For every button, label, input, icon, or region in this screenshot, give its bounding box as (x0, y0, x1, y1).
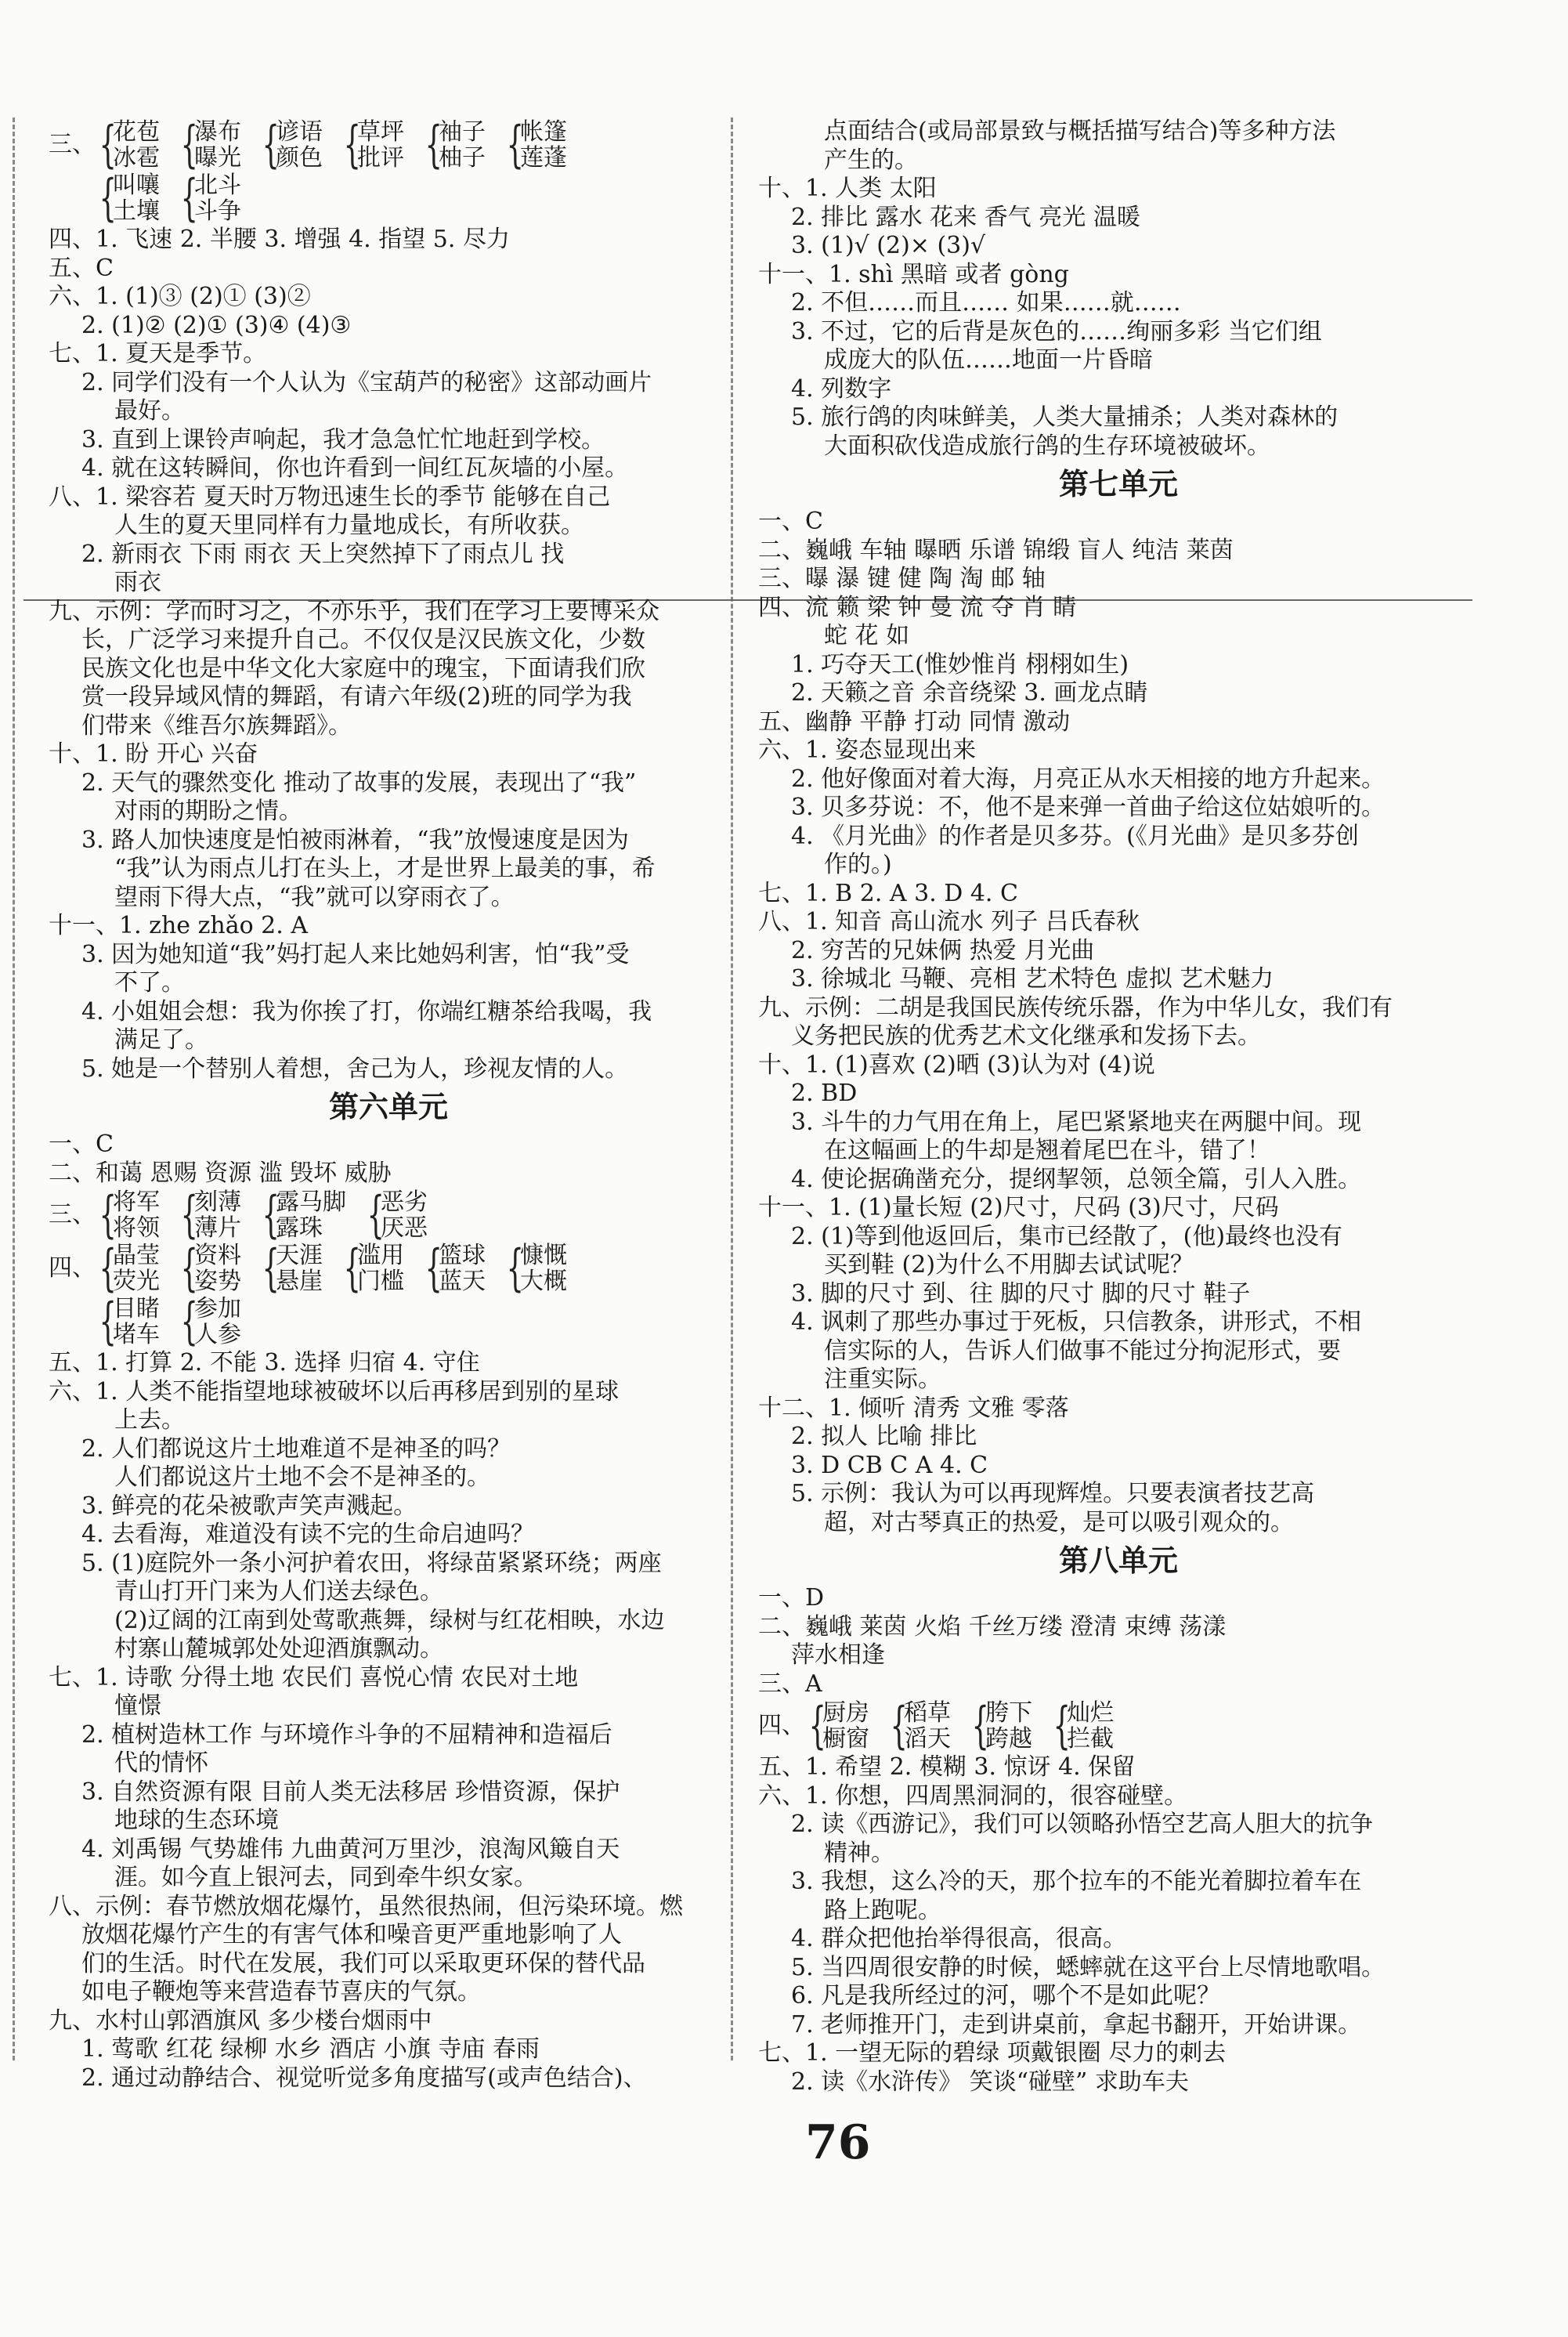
answer-line: 2. 天气的骤然变化 推动了故事的发展，表现出了“我” (81, 769, 637, 797)
answer-line: 五、幽静 平静 打动 同情 激动 (758, 707, 1071, 736)
answer-line: 5. 示例：我认为可以再现辉煌。只要表演者技艺高 (791, 1480, 1315, 1507)
answer-line: 2. 天籁之音 余音绕梁 3. 画龙点睛 (791, 679, 1148, 707)
word-pair: { 瀑布 曝光 (180, 116, 241, 174)
answer-line: 二、和蔼 恩赐 资源 滥 毁坏 威胁 (49, 1159, 392, 1187)
u8-s4 (758, 1697, 1479, 1755)
answer-line: 3. 我想，这么冷的天，那个拉车的不能光着脚拉着车在 (791, 1868, 1362, 1895)
word: 蓝天 (439, 1268, 486, 1295)
answer-line: 长，广泛学习来提升自己。不仅仅是汉民族文化，少数 (81, 626, 645, 653)
word: 参加 (194, 1295, 241, 1322)
answer-line: 村寨山麓城郭处处迎酒旗飘动。 (114, 1635, 443, 1662)
page-number: 76 (805, 2115, 871, 2170)
answer-line: 精神。 (824, 1839, 894, 1867)
left-s3 (49, 116, 728, 174)
answer-line: 六、1. 姿态显现出来 (758, 736, 977, 764)
word: 目睹 (113, 1295, 160, 1322)
answer-line: 一、C (49, 1131, 114, 1158)
answer-line: 五、1. 希望 2. 模糊 3. 惊讶 4. 保留 (758, 1753, 1136, 1781)
word-pair: { 晶莹 荧光 (99, 1239, 160, 1297)
word: 滥用 (357, 1242, 404, 1269)
word: 颜色 (276, 144, 323, 172)
answer-line: 五、C (49, 254, 114, 282)
word: 花苞 (113, 118, 160, 146)
answer-line: 蛇 花 如 (824, 622, 910, 649)
answer-line: 十、1. 盼 开心 兴奋 (49, 740, 258, 768)
answer-line: 民族文化也是中华文化大家庭中的瑰宝，下面请我们欣 (81, 654, 645, 682)
answer-line: 七、1. 诗歌 分得土地 农民们 喜悦心情 农民对土地 (49, 1663, 579, 1691)
word: 斗争 (194, 197, 241, 225)
answer-line: 七、1. B 2. A 3. D 4. C (758, 879, 1018, 907)
u6-s3-label: 三、 (49, 1200, 96, 1228)
answer-line: 4. 去看海，难道没有读不完的生命启迪吗？ (81, 1521, 535, 1548)
word: 大概 (520, 1268, 567, 1295)
word: 跨越 (985, 1725, 1032, 1753)
answer-line: 二、巍峨 莱茵 火焰 千丝万缕 澄清 束缚 荡漾 (758, 1612, 1227, 1641)
answer-line: 十二、1. 倾听 清秀 文雅 零落 (758, 1394, 1069, 1422)
answer-line: 2. 他好像面对着大海，月亮正从水天相接的地方升起来。 (791, 765, 1386, 793)
right-column (758, 118, 1479, 2096)
word-pair: { 露马脚 露珠 (262, 1186, 346, 1244)
word: 曝光 (194, 144, 241, 172)
answer-line: 2. 新雨衣 下雨 雨衣 天上突然掉下了雨点儿 找 (81, 540, 565, 568)
word-pair: { 袖子 柚子 (425, 116, 486, 174)
word-pair: { 稻草 滔天 (890, 1697, 951, 1755)
answer-line: 2. 拟人 比喻 排比 (791, 1423, 977, 1450)
answer-line: 4. 刘禹锡 气势雄伟 九曲黄河万里沙，浪淘风簸自天 (81, 1835, 620, 1863)
answer-line: 5. 当四周很安静的时候，蟋蟀就在这平台上尽情地歌唱。 (791, 1953, 1386, 1981)
answer-line: 八、1. 知音 高山流水 列子 吕氏春秋 (758, 908, 1140, 935)
u6-s4-row2 (49, 1293, 728, 1351)
answer-line: 2. (1)② (2)① (3)④ (4)③ (81, 311, 352, 339)
word: 柚子 (439, 144, 486, 172)
answer-line: 5. (1)庭院外一条小河护着农田，将绿苗紧紧环绕；两座 (81, 1549, 662, 1577)
answer-line: 7. 老师推开门，走到讲桌前，拿起书翻开，开始讲课。 (791, 2010, 1362, 2039)
word: 露珠 (276, 1214, 323, 1242)
answer-line: 望雨下得大点，“我”就可以穿雨衣了。 (114, 883, 515, 911)
word-pair: { 厨房 橱窗 (808, 1697, 869, 1755)
answer-line: 2. 读《水浒传》 笑谈“碰壁” 求助车夫 (791, 2067, 1189, 2096)
word: 莲蓬 (520, 144, 567, 172)
word: 袖子 (439, 118, 486, 146)
answer-line: 放烟花爆竹产生的有害气体和噪音更严重地影响了人 (81, 1921, 622, 1948)
unit-8-title: 第八单元 (1058, 1543, 1178, 1578)
answer-line: 赏一段异域风情的舞蹈，有请六年级(2)班的同学为我 (81, 683, 632, 711)
answer-line: 2. 不但……而且…… 如果……就…… (791, 289, 1181, 317)
word: 叫嚷 (113, 172, 160, 199)
word: 瀑布 (194, 118, 241, 146)
word: 恶劣 (381, 1188, 428, 1216)
word: 厌恶 (381, 1214, 428, 1242)
word: 北斗 (194, 172, 241, 199)
word: 谚语 (276, 118, 323, 146)
answer-line: 3. 自然资源有限 目前人类无法移居 珍惜资源，保护 (81, 1778, 620, 1806)
word: 稻草 (904, 1699, 951, 1727)
answer-line: 六、1. 人类不能指望地球被破坏以后再移居到别的星球 (49, 1377, 620, 1405)
word: 将军 (113, 1188, 160, 1216)
s3-label: 三、 (49, 130, 96, 158)
word: 厨房 (822, 1699, 869, 1727)
answer-line: 2. 读《西游记》，我们可以领略孙悟空艺高人胆大的抗争 (791, 1811, 1374, 1838)
word: 批评 (357, 144, 404, 172)
answer-line: 点面结合(或局部景致与概括描写结合)等多种方法 (824, 118, 1336, 145)
answer-line: 三、A (758, 1670, 822, 1698)
word-pair: { 刻薄 薄片 (180, 1186, 241, 1244)
answer-line: 十一、1. zhe zhǎo 2. A (49, 912, 309, 939)
answer-line: 人们都说这片土地不会不是神圣的。 (114, 1463, 490, 1491)
answer-line: 大面积砍伐造成旅行鸽的生存环境被破坏。 (824, 432, 1270, 460)
u6-s4-label: 四、 (49, 1254, 96, 1282)
left-s3-row2 (49, 169, 728, 227)
word: 晶莹 (113, 1242, 160, 1269)
answer-line: 六、1. (1)③ (2)① (3)② (49, 283, 311, 310)
word-pair: { 篮球 蓝天 (425, 1239, 486, 1297)
u8-s4-label: 四、 (758, 1711, 805, 1739)
answer-line: 七、1. 一望无际的碧绿 项戴银圈 尽力的刺去 (758, 2039, 1227, 2067)
answer-line: 4. 使论据确凿充分，提纲挈领，总领全篇，引人入胜。 (791, 1165, 1362, 1193)
answer-line: 1. 莺歌 红花 绿柳 水乡 酒店 小旗 寺庙 春雨 (81, 2035, 540, 2063)
word: 薄片 (194, 1214, 241, 1242)
answer-line: 3. 贝多芬说：不，他不是来弹一首曲子给这位姑娘听的。 (791, 794, 1386, 821)
answer-line: 3. 不过，它的后背是灰色的……绚丽多彩 当它们组 (791, 317, 1322, 345)
answer-line: 如电子鞭炮等来营造春节喜庆的气氛。 (81, 1978, 481, 2006)
answer-line: 义务把民族的优秀艺术文化继承和发扬下去。 (791, 1022, 1261, 1050)
word-pair: { 慷慨 大概 (506, 1239, 567, 1297)
answer-line: 雨衣 (114, 569, 161, 596)
word: 帐篷 (520, 118, 567, 146)
answer-line: 6. 凡是我所经过的河，哪个不是如此呢？ (791, 1982, 1221, 2010)
word: 胯下 (985, 1699, 1032, 1727)
column-divider (731, 118, 733, 2060)
word-pair: { 花苞 冰雹 (99, 116, 160, 174)
answer-line: 满足了。 (114, 1026, 208, 1054)
answer-line: 3. 徐城北 马鞭、亮相 艺术特色 虚拟 艺术魅力 (791, 965, 1274, 993)
word: 将领 (113, 1214, 160, 1242)
answer-line: 地球的生态环境 (114, 1807, 279, 1834)
answer-line: 3. D CB C A 4. C (791, 1451, 988, 1479)
answer-line: 4. 就在这转瞬间，你也许看到一间红瓦灰墙的小屋。 (81, 454, 629, 482)
word-pair: { 滥用 门槛 (343, 1239, 404, 1297)
answer-line: 憧憬 (114, 1692, 161, 1720)
answer-line: 1. 巧夺天工(惟妙惟肖 栩栩如生) (791, 650, 1129, 678)
answer-line: 们的生活。时代在发展，我们可以采取更环保的替代品 (81, 1949, 645, 1977)
word: 门槛 (357, 1268, 404, 1295)
answer-line: 2. (1)等到他返回后，集市已经散了，(他)最终也没有 (791, 1222, 1343, 1250)
word: 橱窗 (822, 1725, 869, 1753)
answer-line: 作的。) (824, 851, 892, 878)
answer-line: 2. 穷苦的兄妹俩 热爱 月光曲 (791, 936, 1095, 964)
word: 姿势 (194, 1268, 241, 1295)
answer-line: 2. 通过动静结合、视觉听觉多角度描写(或声色结合)、 (81, 2064, 647, 2092)
answer-line: 五、1. 打算 2. 不能 3. 选择 归宿 4. 守住 (49, 1349, 480, 1377)
answer-line: 九、水村山郭酒旗风 多少楼台烟雨中 (49, 2006, 432, 2035)
answer-line: 3. 鲜亮的花朵被歌声笑声溅起。 (81, 1492, 417, 1520)
u6-s4 (49, 1239, 728, 1297)
word: 露马脚 (276, 1188, 346, 1216)
answer-line: 3. 斗牛的力气用在角上，尾巴紧紧地夹在两腿中间。现 (791, 1108, 1362, 1136)
answer-line: 成庞大的队伍……地面一片昏暗 (824, 346, 1153, 374)
word: 荧光 (113, 1268, 160, 1295)
word: 资料 (194, 1242, 241, 1269)
word-pair: { 帐篷 莲蓬 (506, 116, 567, 174)
word-pair: { 资料 姿势 (180, 1239, 241, 1297)
answer-line: 路上跑呢。 (824, 1896, 941, 1924)
answer-line: 十一、1. shì 黑暗 或者 gòng (758, 260, 1069, 288)
answer-line: 4. 列数字 (791, 374, 892, 403)
word-pair: { 胯下 跨越 (971, 1697, 1032, 1755)
answer-line: 2. 植树造林工作 与环境作斗争的不屈精神和造福后 (81, 1720, 612, 1749)
answer-line: 四、1. 飞速 2. 半腰 3. 增强 4. 指望 5. 尽力 (49, 226, 510, 253)
answer-line: 八、1. 梁容若 夏天时万物迅速生长的季节 能够在自己 (49, 483, 611, 511)
answer-line: 上去。 (114, 1406, 185, 1434)
answer-line: 3. 路人加快速度是怕被雨淋着，“我”放慢速度是因为 (81, 826, 629, 854)
answer-line: 注重实际。 (824, 1366, 941, 1393)
answer-line: 涯。如今直上银河去，同到牵牛织女家。 (114, 1864, 537, 1891)
answer-line: 十、1. 人类 太阳 (758, 175, 937, 202)
word-pair: { 目睹 堵车 (99, 1293, 160, 1351)
answer-line: 九、示例：二胡是我国民族传统乐器，作为中华儿女，我们有 (758, 993, 1393, 1022)
word: 慷慨 (520, 1242, 567, 1269)
answer-line: 在这幅画上的牛却是翘着尾巴在斗，错了！ (824, 1137, 1270, 1164)
answer-line: 买到鞋 (2)为什么不用脚去试试呢？ (824, 1251, 1194, 1279)
answer-line: 十、1. (1)喜欢 (2)晒 (3)认为对 (4)说 (758, 1051, 1155, 1079)
word-pair: { 将军 将领 (99, 1186, 160, 1244)
word-pair: { 灿烂 拦截 (1053, 1697, 1114, 1755)
answer-line: 二、巍峨 车轴 曝晒 乐谱 锦缎 盲人 纯洁 莱茵 (758, 536, 1234, 564)
answer-line: 代的情怀 (114, 1749, 208, 1777)
answer-line: 4. 小姐姐会想：我为你挨了打，你端红糖茶给我喝，我 (81, 997, 652, 1026)
word-pair: { 北斗 斗争 (180, 169, 241, 227)
answer-line: 不了。 (114, 969, 185, 997)
word: 灿烂 (1067, 1699, 1114, 1727)
answer-line: 信实际的人，告诉人们做事不能过分拘泥形式，要 (824, 1337, 1341, 1365)
word: 拦截 (1067, 1725, 1114, 1753)
answer-line: 2. 人们都说这片土地难道不是神圣的吗？ (81, 1434, 511, 1463)
answer-line: 超，对古琴真正的热爱，是可以吸引观众的。 (824, 1508, 1294, 1536)
word: 土壤 (113, 197, 160, 225)
u6-s3 (49, 1186, 728, 1244)
answer-line: 七、1. 夏天是季节。 (49, 340, 267, 367)
word: 人参 (194, 1321, 241, 1348)
word-pair: { 天涯 悬崖 (262, 1239, 323, 1297)
answer-line: 九、示例：学而时习之，不亦乐乎，我们在学习上要博采众 (49, 597, 659, 625)
answer-line: 4. 群众把他抬举得很高，很高。 (791, 1925, 1127, 1952)
word-pair: { 谚语 颜色 (262, 116, 323, 174)
answer-line: 最好。 (114, 397, 185, 425)
answer-line: “我”认为雨点儿打在头上，才是世界上最美的事，希 (114, 855, 656, 882)
unit-7-title: 第七单元 (1058, 467, 1178, 501)
answer-line: 八、示例：春节燃放烟花爆竹，虽然很热闹，但污染环境。燃 (49, 1892, 683, 1920)
answer-line: 六、1. 你想，四周黑洞洞的，很容碰壁。 (758, 1782, 1188, 1810)
word: 草坪 (357, 118, 404, 146)
answer-line: 青山打开门来为人们送去绿色。 (114, 1578, 443, 1605)
answer-line: 们带来《维吾尔族舞蹈》。 (81, 711, 352, 740)
word-pair: { 叫嚷 土壤 (99, 169, 160, 227)
answer-line: 5. 旅行鸽的肉味鲜美，人类大量捕杀；人类对森林的 (791, 403, 1339, 431)
word: 冰雹 (113, 144, 160, 172)
answer-line: 3. 直到上课铃声响起，我才急急忙忙地赶到学校。 (81, 425, 605, 454)
answer-line: 对雨的期盼之情。 (114, 798, 302, 825)
answer-line: 一、C (758, 508, 823, 535)
word: 滔天 (904, 1725, 951, 1753)
answer-line: 人生的夏天里同样有力量地成长，有所收获。 (114, 512, 584, 539)
answer-line: 萍水相逢 (791, 1641, 885, 1669)
word: 篮球 (439, 1242, 486, 1269)
answer-line: 一、D (758, 1584, 825, 1612)
word: 悬崖 (276, 1268, 323, 1295)
answer-line: (2)辽阔的江南到处莺歌燕舞，绿树与红花相映，水边 (114, 1606, 665, 1634)
answer-line: 2. 排比 露水 花来 香气 亮光 温暖 (791, 203, 1140, 231)
word: 刻薄 (194, 1188, 241, 1216)
word: 堵车 (113, 1321, 160, 1348)
answer-line: 2. 同学们没有一个人认为《宝葫芦的秘密》这部动画片 (81, 368, 652, 396)
answer-line: 4. 《月光曲》的作者是贝多芬。(《月光曲》是贝多芬创 (791, 822, 1359, 850)
unit-6-title: 第六单元 (328, 1090, 448, 1124)
word-pair: { 草坪 批评 (343, 116, 404, 174)
answer-line: 2. BD (791, 1080, 858, 1107)
answer-line: 产生的。 (824, 146, 918, 174)
word-pair: { 恶劣 厌恶 (367, 1186, 428, 1244)
word-pair: { 参加 人参 (180, 1293, 241, 1351)
answer-line: 4. 讽刺了那些办事过于死板，只信教条，讲形式，不相 (791, 1308, 1362, 1336)
answer-line: 5. 她是一个替别人着想，舍己为人，珍视友情的人。 (81, 1055, 629, 1083)
answer-line: 四、流 籁 梁 钟 曼 流 夺 肖 睛 (758, 593, 1077, 621)
word: 天涯 (276, 1242, 323, 1269)
answer-line: 3. (1)√ (2)× (3)√ (791, 232, 986, 259)
answer-line: 3. 因为她知道“我”妈打起人来比她妈利害，怕“我”受 (81, 940, 630, 968)
left-column (49, 118, 728, 2093)
left-binding-line (13, 118, 15, 2060)
answer-line: 3. 脚的尺寸 到、往 脚的尺寸 脚的尺寸 鞋子 (791, 1279, 1251, 1308)
answer-line: 十一、1. (1)量长短 (2)尺寸，尺码 (3)尺寸，尺码 (758, 1194, 1279, 1221)
answer-line: 三、曝 瀑 键 健 陶 淘 邮 轴 (758, 565, 1046, 592)
